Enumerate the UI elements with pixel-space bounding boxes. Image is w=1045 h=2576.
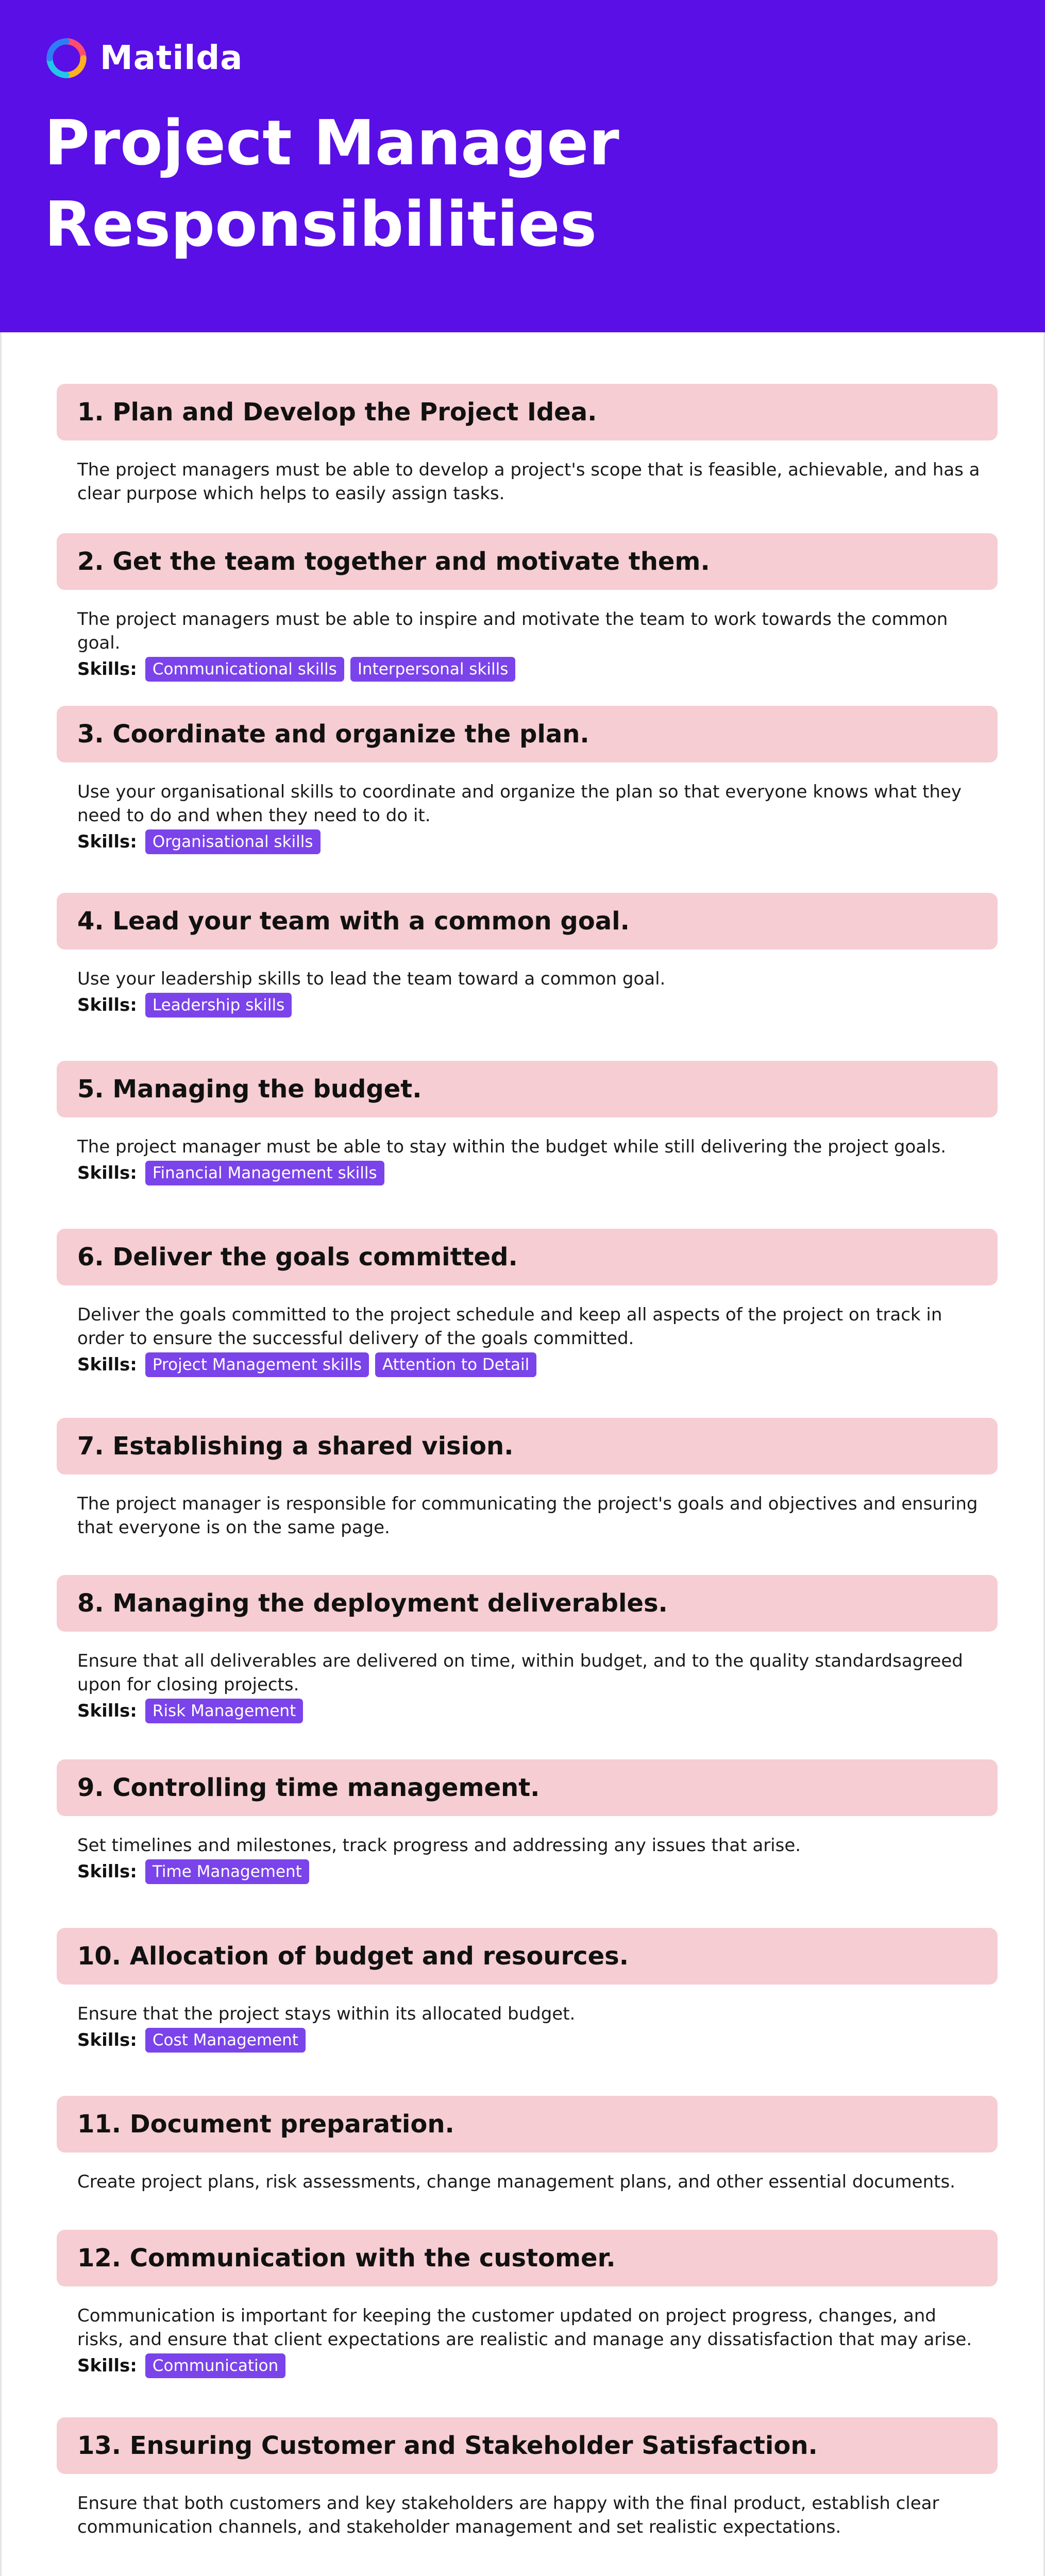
skills-label: Skills: [77, 1861, 137, 1882]
skills-label: Skills: [77, 1163, 137, 1183]
section-description: Set timelines and milestones, track progress and addressing any issues that arise. [77, 1835, 801, 1856]
section-title-bar [57, 1928, 998, 1985]
section-title-bar [57, 1229, 998, 1285]
skills-row [77, 829, 998, 854]
header-banner [0, 0, 1045, 332]
skills-row [77, 1859, 998, 1884]
section-title-bar [57, 1061, 998, 1117]
section-description: The project managers must be able to develop a project's scope that is feasible, achievable, and has a clear purpose which helps to easily assign tasks. [77, 460, 980, 504]
section-title-bar [57, 1575, 998, 1632]
responsibility-section [57, 2096, 998, 2194]
section-title: 8. Managing the deployment deliverables. [77, 1589, 668, 1618]
section-description: Create project plans, risk assessments, change management plans, and other essential documents. [77, 2172, 955, 2192]
section-description: Use your organisational skills to coordinate and organize the plan so that everyone knows what they need to do and when they need to do it. [77, 782, 962, 826]
skills-row [77, 2028, 998, 2053]
skill-tag: Organisational skills [145, 829, 321, 854]
section-description: The project manager is responsible for communicating the project's goals and objectives and ensuring that everyone is on the same page. [77, 1494, 978, 1538]
skill-tag: Attention to Detail [375, 1352, 536, 1377]
section-title-bar [57, 384, 998, 440]
skills-row [77, 993, 998, 1018]
section-title: 10. Allocation of budget and resources. [77, 1942, 629, 1971]
section-title-bar [57, 2230, 998, 2286]
skills-row [77, 1161, 998, 1185]
section-title-bar [57, 533, 998, 590]
skills-row [77, 1699, 998, 1723]
section-description: The project managers must be able to inspire and motivate the team to work towards the common goal. [77, 609, 948, 653]
skills-label: Skills: [77, 832, 137, 852]
section-description: Deliver the goals committed to the project schedule and keep all aspects of the project on track in order to ensure the successful delivery of the goals committed. [77, 1304, 942, 1349]
section-title: 2. Get the team together and motivate them. [77, 547, 710, 576]
responsibility-section [57, 384, 998, 505]
skill-tag: Project Management skills [145, 1352, 369, 1377]
section-title: 6. Deliver the goals committed. [77, 1243, 518, 1272]
section-description: Use your leadership skills to lead the team toward a common goal. [77, 969, 666, 989]
skills-label: Skills: [77, 2030, 137, 2050]
section-title-bar [57, 893, 998, 950]
section-title: 11. Document preparation. [77, 2110, 454, 2139]
section-title: 4. Lead your team with a common goal. [77, 907, 630, 936]
skill-tag: Time Management [145, 1859, 309, 1884]
skills-label: Skills: [77, 995, 137, 1015]
responsibility-section [57, 1418, 998, 1539]
section-description: Ensure that all deliverables are delivered on time, within budget, and to the quality standardsagreed upon for closing projects. [77, 1651, 963, 1695]
skills-label: Skills: [77, 659, 137, 680]
section-title-bar [57, 2096, 998, 2153]
skills-row [77, 2353, 998, 2378]
skills-label: Skills: [77, 1701, 137, 1721]
section-title: 12. Communication with the customer. [77, 2244, 616, 2273]
skills-row [77, 657, 998, 682]
section-description: Ensure that both customers and key stakeholders are happy with the final product, establish clear communication channels, and stakeholder management and set realistic expectations. [77, 2493, 939, 2537]
skills-label: Skills: [77, 1354, 137, 1375]
responsibility-section [57, 706, 998, 854]
page-title: Project Manager Responsibilities [44, 108, 619, 261]
section-title: 5. Managing the budget. [77, 1075, 422, 1104]
section-description: The project manager must be able to stay within the budget while still delivering the project goals. [77, 1137, 947, 1157]
responsibility-section [57, 1928, 998, 2053]
section-title-bar [57, 2417, 998, 2474]
skill-tag: Communication [145, 2353, 285, 2378]
section-title-bar [57, 1418, 998, 1475]
skill-tag: Communicational skills [145, 657, 344, 682]
skill-tag: Leadership skills [145, 993, 292, 1018]
section-description: Ensure that the project stays within its allocated budget. [77, 2004, 576, 2024]
section-title: 1. Plan and Develop the Project Idea. [77, 398, 597, 427]
section-title: 13. Ensuring Customer and Stakeholder Satisfaction. [77, 2431, 818, 2460]
section-title-bar [57, 1759, 998, 1816]
skill-tag: Cost Management [145, 2028, 306, 2053]
responsibility-section [57, 2230, 998, 2378]
section-title: 9. Controlling time management. [77, 1773, 540, 1802]
responsibility-section [57, 1229, 998, 1377]
responsibility-section [57, 1759, 998, 1884]
skills-label: Skills: [77, 2355, 137, 2376]
header-brand [44, 36, 243, 80]
section-title: 3. Coordinate and organize the plan. [77, 720, 589, 749]
responsibility-section [57, 893, 998, 1018]
brand-name: Matilda [100, 39, 243, 77]
responsibility-section [57, 2417, 998, 2539]
skill-tag: Financial Management skills [145, 1161, 384, 1185]
responsibility-section [57, 1575, 998, 1723]
section-description: Communication is important for keeping the customer updated on project progress, changes, and risks, and ensure that client expectations are realistic and manage any dissatisfaction that may arise. [77, 2306, 972, 2350]
skill-tag: Interpersonal skills [350, 657, 516, 682]
section-title-bar [57, 706, 998, 762]
responsibility-section [57, 1061, 998, 1185]
skills-row [77, 1352, 998, 1377]
matilda-logo-icon [44, 36, 89, 80]
skill-tag: Risk Management [145, 1699, 303, 1723]
responsibility-section [57, 533, 998, 682]
section-title: 7. Establishing a shared vision. [77, 1432, 514, 1461]
